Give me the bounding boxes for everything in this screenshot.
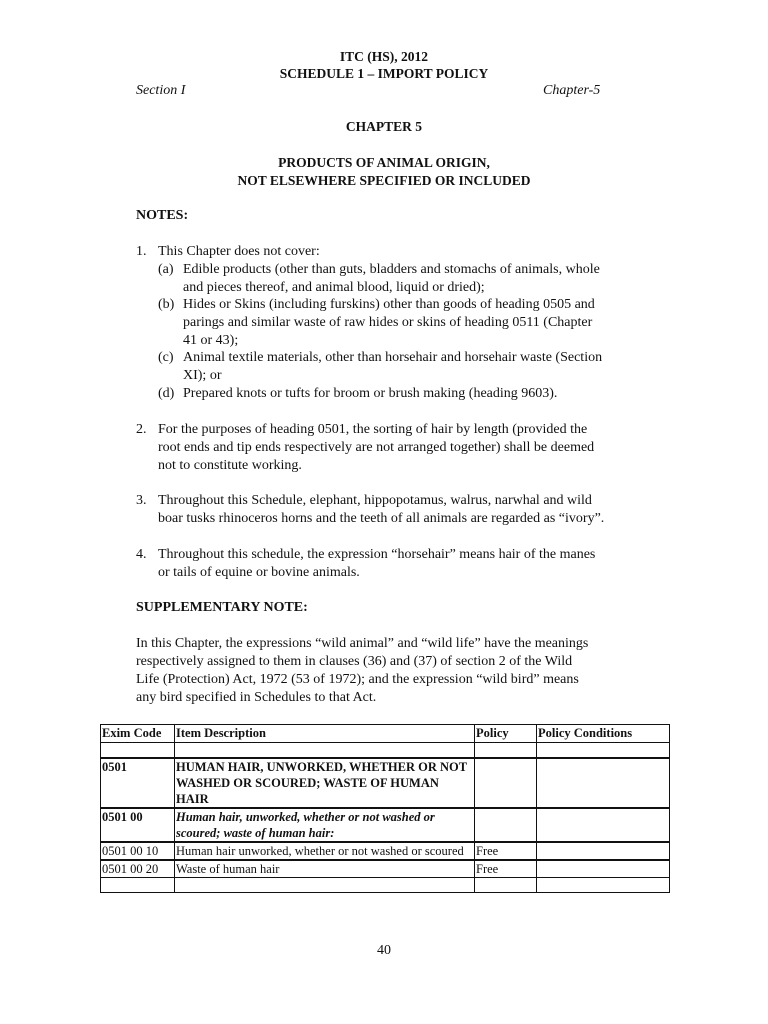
table-empty-row (101, 878, 670, 893)
supplementary-line1: In this Chapter, the expressions “wild animal” and “wild life” have the meanings (136, 636, 589, 651)
exim-code-table (100, 724, 670, 893)
col-header-item-description: Item Description (175, 725, 475, 743)
note-1b-label: (b) (158, 297, 175, 312)
note-1b-line2: parings and similar waste of raw hides or skins of heading 0511 (Chapter (183, 315, 593, 330)
item-description-cell: Human hair unworked, whether or not washed or scoured (175, 842, 475, 860)
col-header-exim-code: Exim Code (101, 725, 175, 743)
table-header-row (101, 725, 670, 743)
subtitle-line2: NOT ELSEWHERE SPECIFIED OR INCLUDED (237, 173, 531, 188)
col-header-policy: Policy (475, 725, 537, 743)
note-4-line2: or tails of equine or bovine animals. (158, 565, 360, 580)
item-description-cell: HUMAN HAIR, UNWORKED, WHETHER OR NOT WASHED OR SCOURED; WASTE OF HUMAN HAIR (175, 758, 475, 808)
supplementary-heading: SUPPLEMENTARY NOTE: (136, 600, 308, 615)
section-label: Section I (136, 83, 186, 98)
supplementary-line2: respectively assigned to them in clauses (36) and (37) of section 2 of the Wild (136, 654, 573, 669)
policy-cell (475, 808, 537, 842)
note-1a-line2: and pieces thereof, and animal blood, liquid or dried); (183, 280, 485, 295)
note-4-line1: Throughout this schedule, the expression “horsehair” means hair of the manes (158, 547, 596, 562)
table-row (101, 860, 670, 878)
note-3-line2: boar tusks rhinoceros horns and the teeth of all animals are regarded as “ivory”. (158, 511, 605, 526)
note-1b-line3: 41 or 43); (183, 333, 239, 348)
note-1c-label: (c) (158, 350, 174, 365)
chapter-ref: Chapter-5 (543, 83, 601, 98)
note-3-line1: Throughout this Schedule, elephant, hippopotamus, walrus, narwhal and wild (158, 493, 592, 508)
note-2-number: 2. (136, 422, 147, 437)
header-title: ITC (HS), 2012 (339, 49, 429, 64)
note-1-text: This Chapter does not cover: (158, 244, 320, 259)
note-1c-line2: XI); or (183, 368, 222, 383)
supplementary-line4: any bird specified in Schedules to that Act. (136, 690, 377, 705)
note-4-number: 4. (136, 547, 147, 562)
exim-code-cell: 0501 00 10 (101, 842, 175, 860)
policy-conditions-cell (537, 808, 670, 842)
policy-conditions-cell (537, 842, 670, 860)
table-row (101, 842, 670, 860)
note-1d-label: (d) (158, 386, 175, 401)
note-3-number: 3. (136, 493, 147, 508)
note-2-line3: not to constitute working. (158, 458, 302, 473)
note-1-number: 1. (136, 244, 147, 259)
header-schedule: SCHEDULE 1 – IMPORT POLICY (279, 66, 489, 81)
supplementary-line3: Life (Protection) Act, 1972 (53 of 1972); and the expression “wild bird” means (136, 672, 579, 687)
item-description-cell: Human hair, unworked, whether or not washed or scoured; waste of human hair: (175, 808, 475, 842)
col-header-policy-conditions: Policy Conditions (537, 725, 670, 743)
table-row (101, 808, 670, 842)
table-row (101, 758, 670, 808)
table-spacer-row (101, 743, 670, 759)
item-description-cell: Waste of human hair (175, 860, 475, 878)
note-1a-label: (a) (158, 262, 174, 277)
note-1d-line1: Prepared knots or tufts for broom or brush making (heading 9603). (183, 386, 558, 401)
exim-code-cell: 0501 00 20 (101, 860, 175, 878)
note-2-line1: For the purposes of heading 0501, the sorting of hair by length (provided the (158, 422, 588, 437)
subtitle-line1: PRODUCTS OF ANIMAL ORIGIN, (278, 155, 490, 170)
note-1a-line1: Edible products (other than guts, bladders and stomachs of animals, whole (183, 262, 600, 277)
note-1c-line1: Animal textile materials, other than horsehair and horsehair waste (Section (183, 350, 603, 365)
policy-cell: Free (475, 842, 537, 860)
policy-conditions-cell (537, 860, 670, 878)
exim-code-cell: 0501 00 (101, 808, 175, 842)
page-number: 40 (377, 943, 391, 958)
chapter-title: CHAPTER 5 (345, 119, 423, 134)
notes-heading: NOTES: (136, 208, 189, 223)
policy-cell (475, 758, 537, 808)
note-1b-line1: Hides or Skins (including furskins) other than goods of heading 0505 and (183, 297, 595, 312)
note-2-line2: root ends and tip ends respectively are not arranged together) shall be deemed (158, 440, 595, 455)
policy-cell: Free (475, 860, 537, 878)
policy-conditions-cell (537, 758, 670, 808)
exim-code-cell: 0501 (101, 758, 175, 808)
